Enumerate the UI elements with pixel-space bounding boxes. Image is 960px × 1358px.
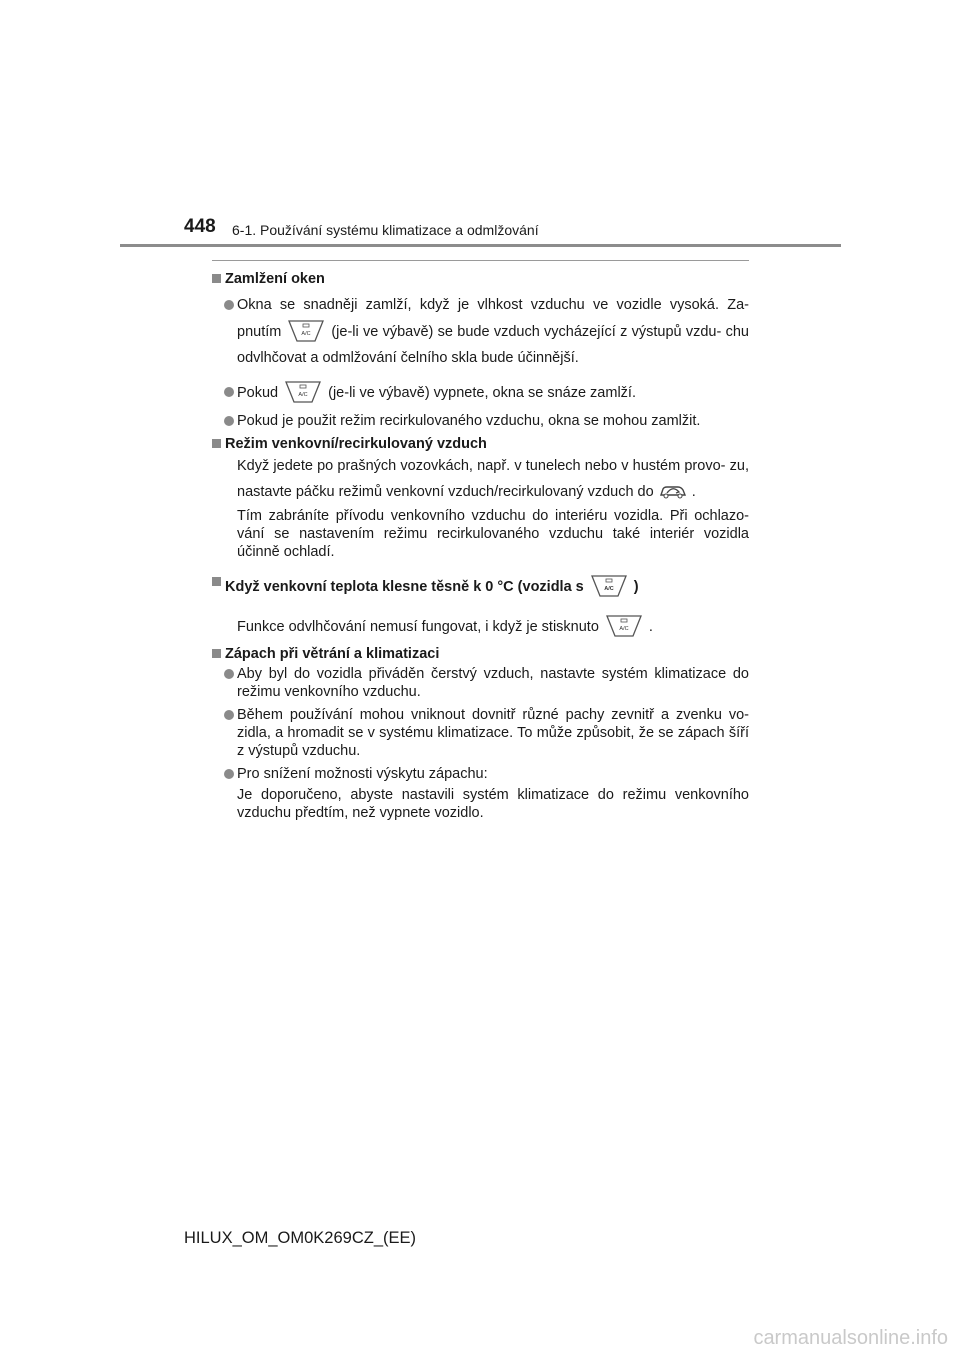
ac-label: A/C [604,586,614,592]
ac-label: A/C [619,626,629,632]
section-title: Režim venkovní/recirkulovaný vzduch [225,436,487,452]
section-title: ) [633,579,639,595]
paragraph-text: . [648,619,653,635]
content [212,266,749,822]
section-heading-odor [212,645,749,663]
bullet-item [212,665,749,701]
ac-button-icon [589,573,629,599]
paragraph [212,507,749,561]
page-number: 448 [184,216,216,237]
bullet-text: (je-li ve výbavě) vypnete, okna se snáze zamlží. [328,385,636,401]
section-title: Když venkovní teplota klesne těsně k 0 °C (vozidla s [225,579,584,595]
section-heading-temperature [212,573,749,599]
bullet-text: Pro snížení možnosti výskytu zápachu: [237,766,488,782]
bullet-item [212,379,749,406]
paragraph [212,786,749,822]
header-rule [120,244,841,247]
bullet-item [212,706,749,760]
paragraph-text: Když jedete po prašných vozovkách, např. v tunelech nebo v hustém provo- zu, nastavte páčku režimů venkovní vzduch/recirkulovaný vzduch do [237,458,749,500]
ac-label: A/C [298,392,308,398]
bullet-text: (je-li ve výbavě) se bude vzduch vycházející z výstupů vzdu- chu odvlhčovat a odmlžování čelního skla bude účinnější. [237,324,749,366]
bullet-text: Během používání mohou vniknout dovnitř různé pachy zevnitř a zvenku vo- zidla, a hromadit se v systému klimatizace. To může způsobit, že se zápach šíří z výstupů vzduchu. [237,707,749,759]
paragraph-text: Je doporučeno, abyste nastavili systém klimatizace do režimu venkovního vzduchu předtím, než vypnete vozidlo. [237,787,749,821]
round-bullet-icon [224,669,234,679]
round-bullet-icon [224,387,234,397]
bullet-text: Pokud [237,385,279,401]
bullet-text: Okna se snadněji zamlží, když je vlhkost vzduchu ve vozidle vysoká. Za- pnutím [237,297,749,340]
ac-button-icon [286,318,326,344]
ac-button-icon [283,379,323,405]
round-bullet-icon [224,416,234,426]
round-bullet-icon [224,710,234,720]
bullet-item [212,292,749,371]
bullet-text: Pokud je použit režim recirkulovaného vzduchu, okna se mohou zamlžit. [237,413,701,429]
ac-button-icon [604,613,644,639]
paragraph-text: . [691,484,696,500]
round-bullet-icon [224,769,234,779]
section-rule [212,260,749,261]
round-bullet-icon [224,300,234,310]
paragraph-text: Tím zabráníte přívodu venkovního vzduchu do interiéru vozidla. Při ochlazo- vání se nastavením režimu recirkulovaného vzduchu také interiér vozidla účinně ochladí. [237,508,749,560]
ac-label: A/C [301,331,311,337]
footer-code: HILUX_OM_OM0K269CZ_(EE) [184,1229,416,1247]
bullet-item [212,765,749,783]
section-heading-fogging [212,270,749,288]
section-heading-mode [212,435,749,453]
bullet-item [212,412,749,430]
bullet-text: Aby byl do vozidla přiváděn čerstvý vzduch, nastavte systém klimatizace do režimu venkovního vzduchu. [237,666,749,700]
section-title: Zamlžení oken [225,271,325,287]
chapter-title: 6-1. Používání systému klimatizace a odmlžování [232,222,539,238]
square-bullet-icon [212,439,221,448]
paragraph [212,453,749,505]
square-bullet-icon [212,274,221,283]
paragraph [212,613,749,639]
recirculation-icon [658,482,688,500]
paragraph-text: Funkce odvlhčování nemusí fungovat, i když je stisknuto [237,619,599,635]
section-title: Zápach při větrání a klimatizaci [225,646,440,662]
square-bullet-icon [212,577,221,586]
watermark: carmanualsonline.info [753,1327,948,1349]
square-bullet-icon [212,649,221,658]
